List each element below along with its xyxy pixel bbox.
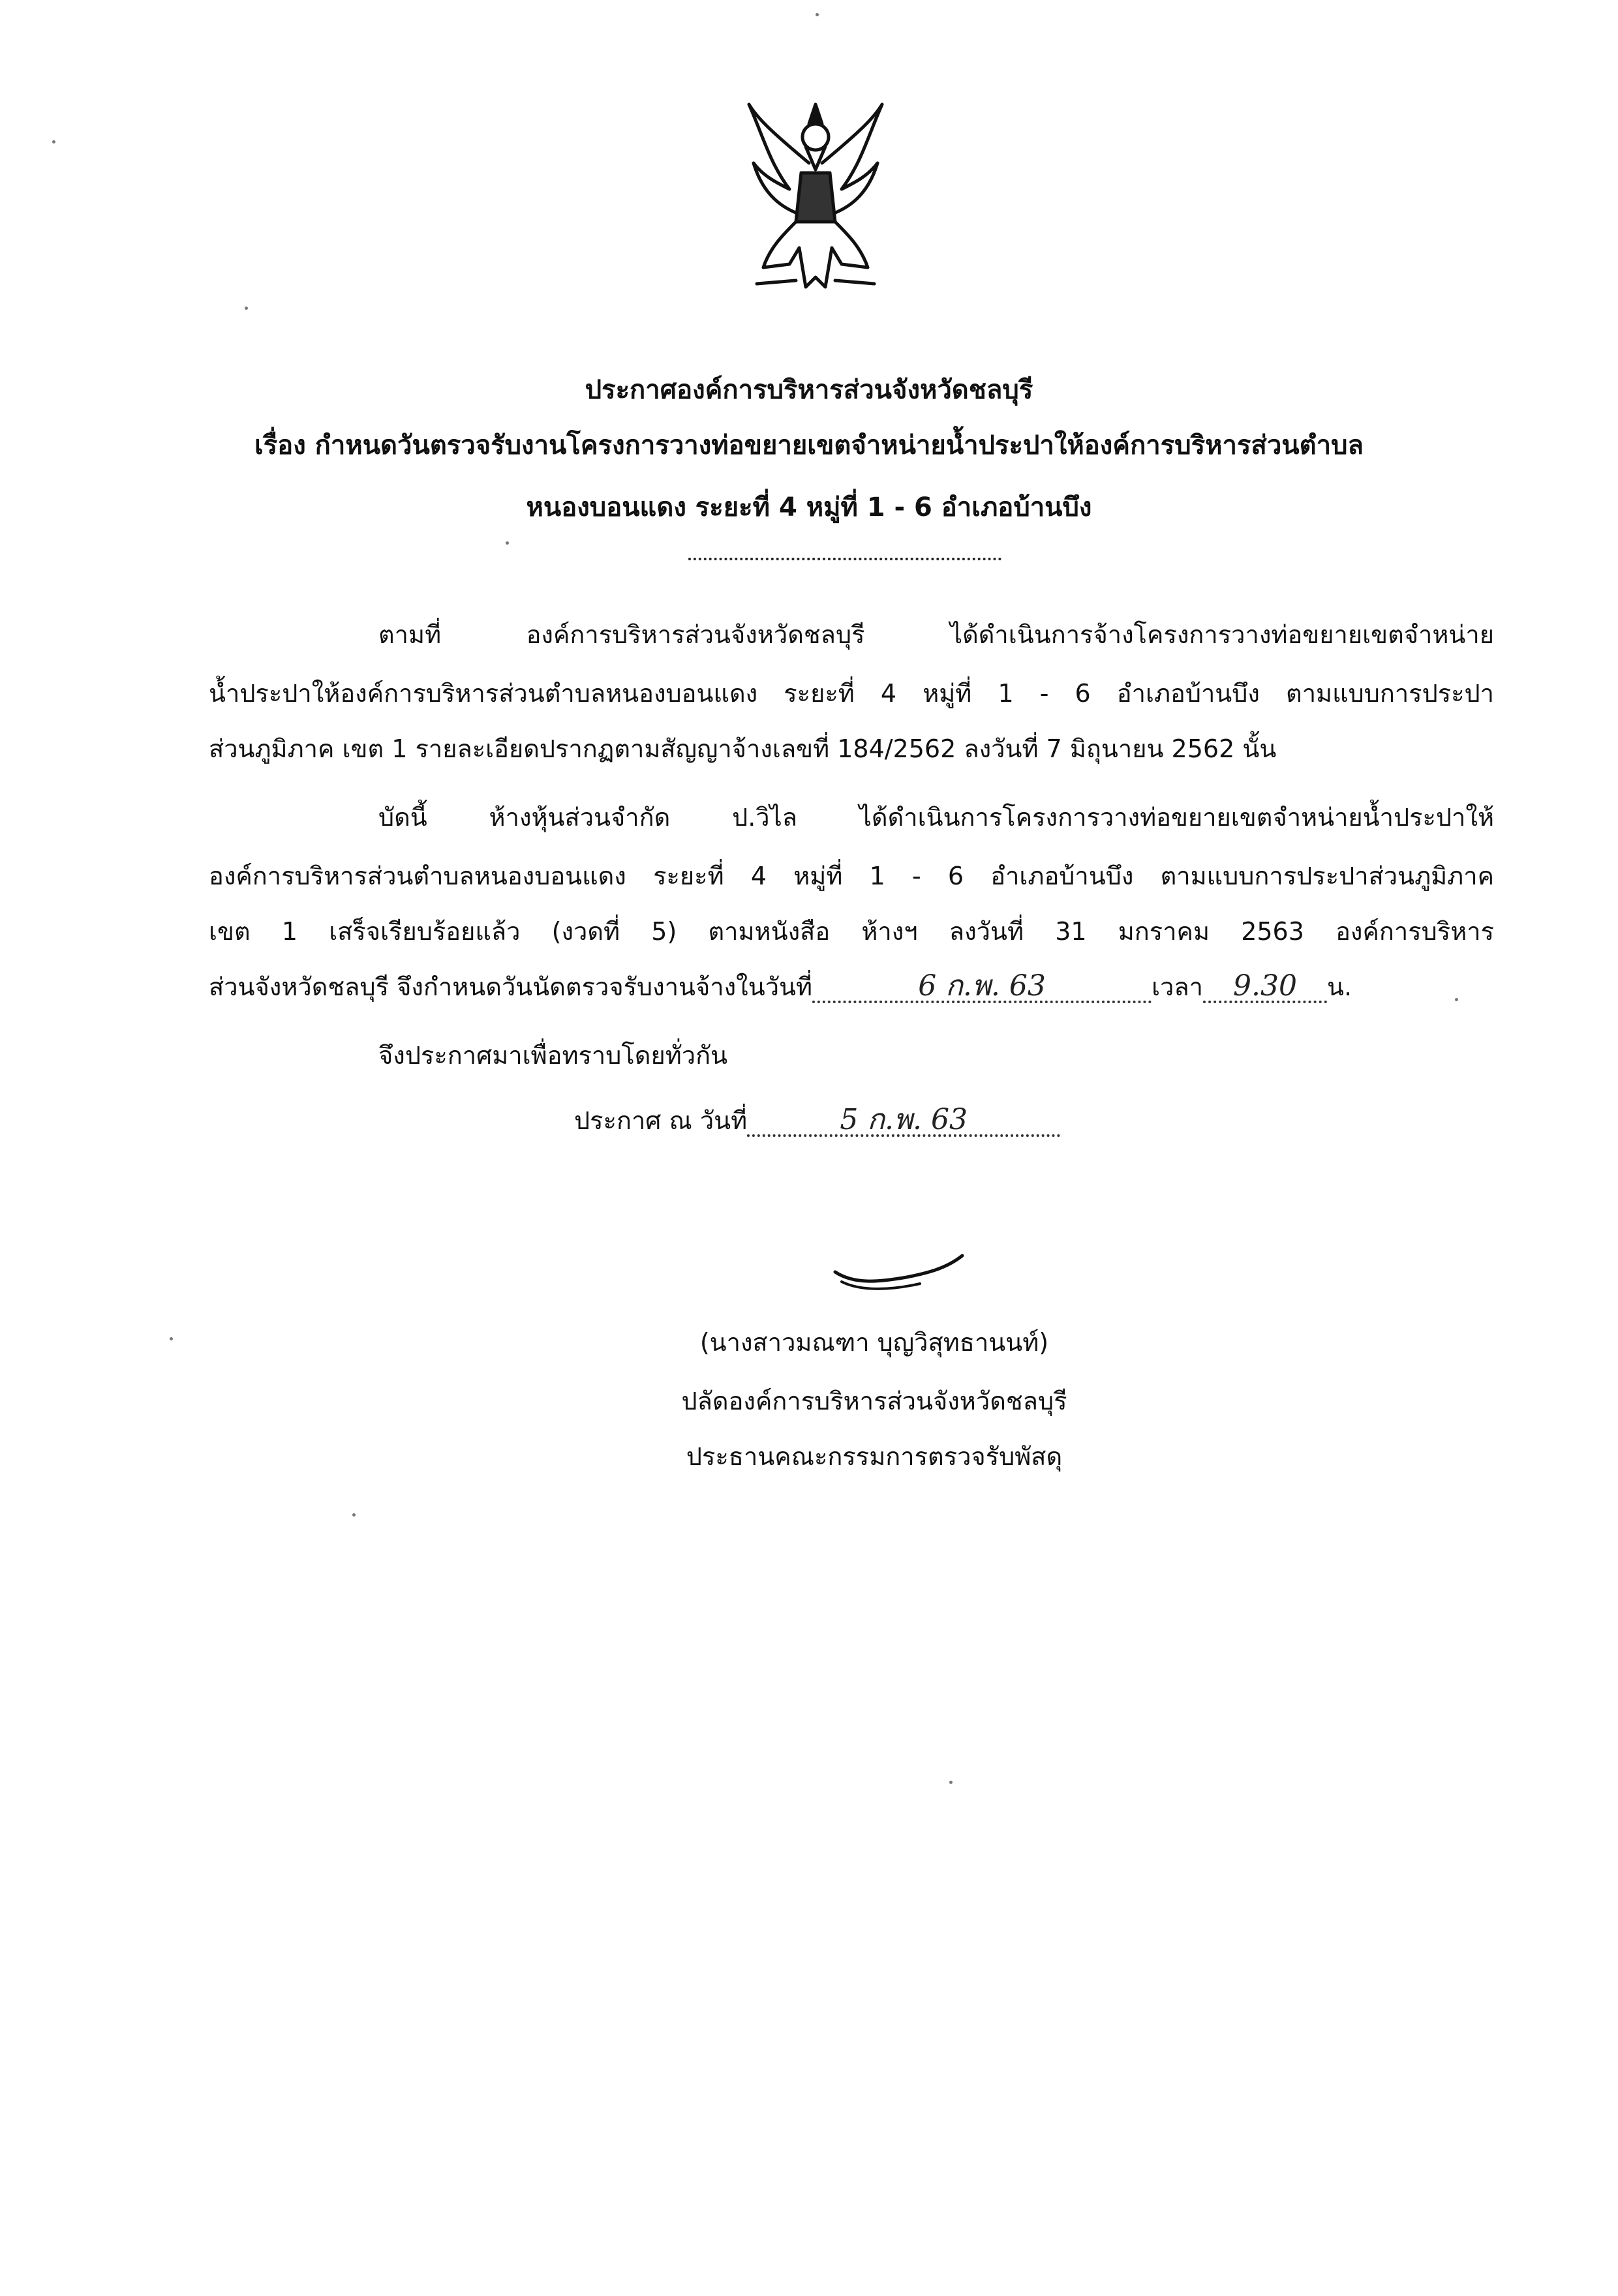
paragraph-1-line-2: น้ำประปาให้องค์การบริหารส่วนตำบลหนองบอนแดง ระยะที่ 4 หมู่ที่ 1 - 6 อำเภอบ้านบึง ตามแบบการประปา xyxy=(209,679,1494,708)
scan-speck xyxy=(52,140,55,144)
paragraph-1-line-3: ส่วนภูมิภาค เขต 1 รายละเอียดปรากฏตามสัญญาจ้างเลขที่ 184/2562 ลงวันที่ 7 มิถุนายน 2562 นั้น xyxy=(209,734,1277,763)
scan-speck xyxy=(949,1781,953,1784)
scan-speck xyxy=(245,307,248,310)
subject-line-2: หนองบอนแดง ระยะที่ 4 หมู่ที่ 1 - 6 อำเภอบ้านบึง xyxy=(526,492,1092,522)
scan-speck xyxy=(1455,998,1458,1001)
paragraph-2-line-4 xyxy=(209,969,1352,1005)
time-suffix: น. xyxy=(1327,973,1352,1001)
subject-line-1: เรื่อง กำหนดวันตรวจรับงานโครงการวางท่อขยายเขตจำหน่ายน้ำประปาให้องค์การบริหารส่วนตำบล xyxy=(254,430,1364,461)
paragraph-2-line-2: องค์การบริหารส่วนตำบลหนองบอนแดง ระยะที่ 4 หมู่ที่ 1 - 6 อำเภอบ้านบึง ตามแบบการประปาส่วนภูมิภาค xyxy=(209,862,1494,890)
announcement-date-handwritten: 5 ก.พ. 63 xyxy=(747,1106,1060,1137)
scan-speck xyxy=(170,1337,173,1340)
scan-speck xyxy=(816,13,819,16)
garuda-emblem-icon xyxy=(744,91,887,300)
paragraph-2-line-1: บัดนี้ ห้างหุ้นส่วนจำกัด ป.วิไล ได้ดำเนินการโครงการวางท่อขยายเขตจำหน่ายน้ำประปาให้ xyxy=(378,803,1494,832)
inspection-date-prefix: ส่วนจังหวัดชลบุรี จึงกำหนดวันนัดตรวจรับงานจ้างในวันที่ xyxy=(209,973,813,1001)
announcement-title: ประกาศองค์การบริหารส่วนจังหวัดชลบุรี xyxy=(585,375,1033,405)
scan-speck xyxy=(506,541,509,545)
inspection-time-handwritten: 9.30 xyxy=(1203,972,1327,1003)
dotted-divider xyxy=(688,558,1001,560)
signatory-name: (นางสาวมณฑา บุญวิสุทธานนท์) xyxy=(699,1328,1049,1357)
inspection-date-handwritten: 6 ก.พ. 63 xyxy=(812,972,1152,1003)
announcement-date-line xyxy=(574,1102,1060,1139)
time-label: เวลา xyxy=(1152,973,1204,1001)
paragraph-1-line-1: ตามที่ องค์การบริหารส่วนจังหวัดชลบุรี ได้ดำเนินการจ้างโครงการวางท่อขยายเขตจำหน่าย xyxy=(378,620,1494,649)
closing-line: จึงประกาศมาเพื่อทราบโดยทั่วกัน xyxy=(378,1041,728,1070)
signatory-position-1: ปลัดองค์การบริหารส่วนจังหวัดชลบุรี xyxy=(681,1387,1067,1415)
announcement-date-label: ประกาศ ณ วันที่ xyxy=(574,1106,748,1135)
scan-speck xyxy=(352,1513,356,1517)
paragraph-2-line-3: เขต 1 เสร็จเรียบร้อยแล้ว (งวดที่ 5) ตามหนังสือ ห้างฯ ลงวันที่ 31 มกราคม 2563 องค์การบริหาร xyxy=(209,917,1494,946)
handwritten-signature xyxy=(829,1246,972,1305)
signatory-position-2: ประธานคณะกรรมการตรวจรับพัสดุ xyxy=(686,1442,1063,1471)
